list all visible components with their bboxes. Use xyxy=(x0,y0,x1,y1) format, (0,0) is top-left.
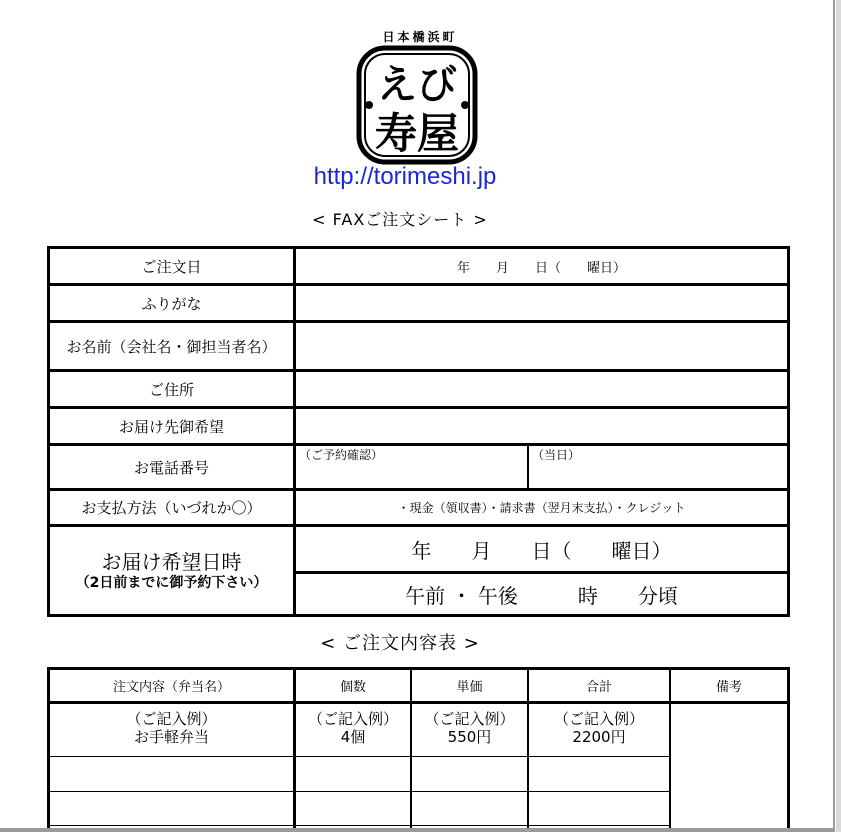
example-note: （ご記入例） xyxy=(424,710,515,728)
example-price-cell[interactable] xyxy=(412,704,527,756)
name-field[interactable] xyxy=(296,323,787,369)
phone-confirm-field[interactable]: （ご予約確認） xyxy=(299,448,384,462)
header-unit-price: 単価 xyxy=(456,680,483,695)
site-url-link[interactable]: http://torimeshi.jp xyxy=(313,163,497,190)
phone-sameday-field[interactable]: （当日） xyxy=(532,448,581,462)
example-total: 2200円 xyxy=(572,728,626,746)
label-delivery-datetime xyxy=(50,527,293,614)
example-qty-cell[interactable] xyxy=(296,704,410,756)
label-delivery-request: お届け先御希望 xyxy=(118,417,224,436)
label-name: お名前（会社名・御担当者名） xyxy=(66,337,277,356)
label-furigana: ふりがな xyxy=(141,294,202,313)
order-date-field[interactable]: 年 月 日（ 曜日） xyxy=(456,260,626,276)
payment-options[interactable]: ・現金（領収書）・請求書（翌月末支払）・クレジット xyxy=(397,501,686,515)
ebisuya-logo xyxy=(355,44,479,166)
delivery-time-field[interactable]: 午前 ・ 午後 時 分頃 xyxy=(405,583,678,608)
sheet-title: < FAXご注文シート > xyxy=(312,210,488,229)
order-table-title: < ご注文内容表 > xyxy=(320,633,480,654)
remarks-cell[interactable] xyxy=(671,704,787,828)
label-payment: お支払方法（いづれか〇） xyxy=(81,499,262,517)
example-item-cell[interactable] xyxy=(50,704,293,756)
address-field[interactable] xyxy=(296,372,787,406)
delivery-datetime-note: （2日前までに御予約下さい） xyxy=(75,574,268,591)
example-note: （ご記入例） xyxy=(307,710,398,728)
logo-text-bottom: 寿屋 xyxy=(374,109,460,158)
example-qty: 4個 xyxy=(340,728,366,746)
logo-text-top: えび xyxy=(377,61,457,108)
header-remarks: 備考 xyxy=(715,680,742,695)
example-total-cell[interactable] xyxy=(529,704,669,756)
label-order-date: ご注文日 xyxy=(141,257,202,276)
logo-caption: 日本橋浜町 xyxy=(382,30,458,44)
label-address: ご住所 xyxy=(148,380,194,399)
furigana-field[interactable] xyxy=(296,286,787,320)
header-item-name: 注文内容（弁当名） xyxy=(112,680,230,695)
label-phone: お電話番号 xyxy=(133,458,209,477)
header-quantity: 個数 xyxy=(339,680,366,695)
delivery-request-field[interactable] xyxy=(296,409,787,443)
example-item: お手軽弁当 xyxy=(133,728,209,746)
scrollbar-track[interactable] xyxy=(836,0,841,832)
example-price: 550円 xyxy=(447,728,492,746)
page-edge xyxy=(833,0,835,832)
example-note: （ご記入例） xyxy=(126,710,217,728)
header-total: 合計 xyxy=(585,680,612,695)
page-edge-bottom xyxy=(0,828,833,832)
delivery-datetime-main: お届け希望日時 xyxy=(101,549,242,574)
example-note: （ご記入例） xyxy=(553,710,644,728)
delivery-date-field[interactable]: 年 月 日（ 曜日） xyxy=(411,538,672,563)
